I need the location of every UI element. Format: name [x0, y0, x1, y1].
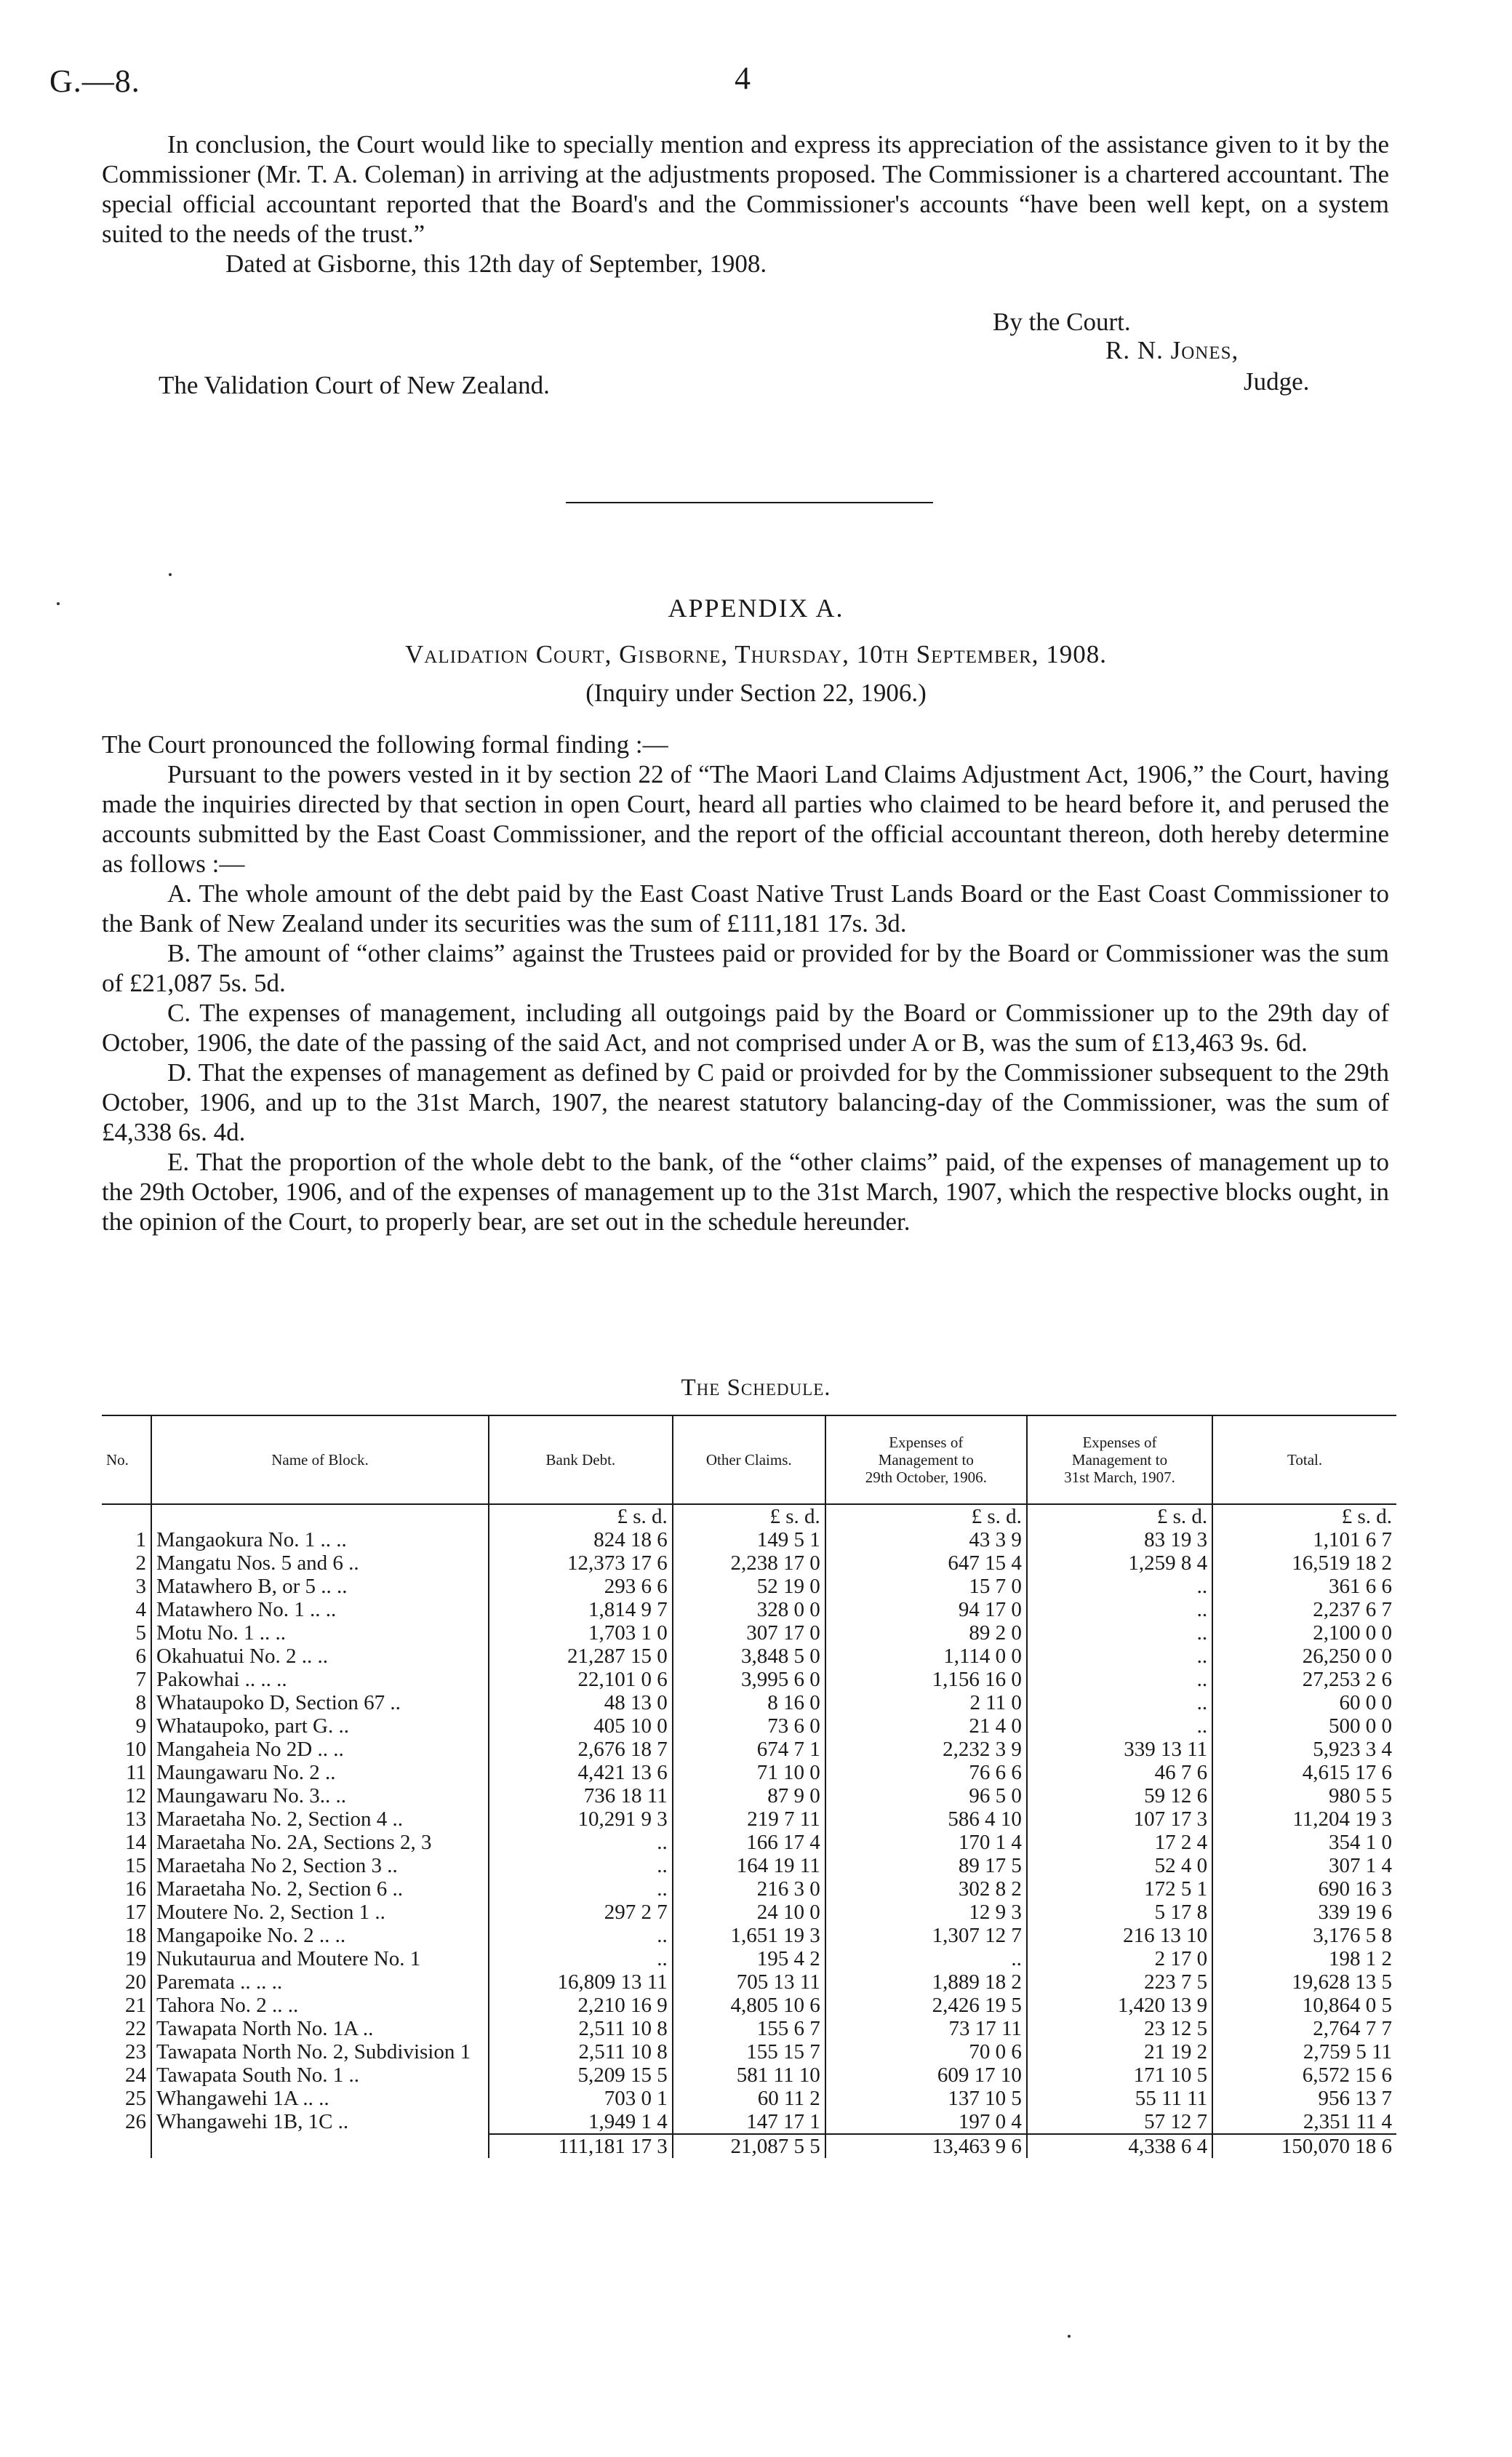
- expenses-mar-1907: 339 13 11: [1027, 1738, 1212, 1761]
- block-name: Matawhero B, or 5 .. ..: [151, 1575, 489, 1598]
- expenses-mar-1907: 52 4 0: [1027, 1854, 1212, 1877]
- finding-section: [102, 730, 1389, 1237]
- schedule-header-row: [102, 1415, 1396, 1504]
- row-no: 6: [135, 1645, 146, 1668]
- expenses-mar-1907: 172 5 1: [1027, 1877, 1212, 1901]
- row-total: 19,628 13 5: [1212, 1970, 1396, 1994]
- appendix-subtitle: Validation Court, Gisborne, Thursday, 10th September, 1908.: [404, 640, 1107, 668]
- row-no: 4: [135, 1598, 146, 1621]
- conclusion-section: [102, 129, 1389, 279]
- expenses-oct-1906: 73 17 11: [825, 2017, 1027, 2040]
- conclusion-paragraph: In conclusion, the Court would like to specially mention and express its appreciation of the assistance given to it by the Commissioner (Mr. T. A. Coleman) in arriving at the adjustments proposed. The Commissioner is a chartered accountant. The special official accountant reported that the Board's and the Commissioner's accounts “have been well kept, on a system suited to the needs of the trust.”: [102, 130, 1389, 248]
- expenses-mar-1907: 216 13 10: [1027, 1924, 1212, 1947]
- appendix-title: APPENDIX A.: [668, 594, 844, 623]
- expenses-mar-1907: 55 11 11: [1027, 2087, 1212, 2110]
- expenses-oct-1906: 586 4 10: [825, 1807, 1027, 1831]
- col-exp2-line2: Management to: [1071, 1451, 1168, 1469]
- other-claims: 52 19 0: [673, 1575, 825, 1598]
- expenses-mar-1907: ..: [1027, 1645, 1212, 1668]
- other-claims: 8 16 0: [673, 1691, 825, 1714]
- expenses-oct-1906: 609 17 10: [825, 2064, 1027, 2087]
- bank-debt: 12,373 17 6: [489, 1551, 673, 1575]
- expenses-oct-1906: 89 2 0: [825, 1621, 1027, 1645]
- total-exp1: 13,463 9 6: [825, 2134, 1027, 2158]
- expenses-oct-1906: 1,889 18 2: [825, 1970, 1027, 1994]
- row-no: 7: [135, 1668, 146, 1691]
- bank-debt: 21,287 15 0: [489, 1645, 673, 1668]
- row-no: 24: [125, 2064, 146, 2087]
- bank-debt: 824 18 6: [489, 1528, 673, 1551]
- schedule-table: [102, 1415, 1396, 2158]
- expenses-mar-1907: ..: [1027, 1621, 1212, 1645]
- table-row: [102, 1645, 1396, 1668]
- other-claims: 73 6 0: [673, 1714, 825, 1738]
- row-total: 2,351 11 4: [1212, 2110, 1396, 2134]
- other-claims: 219 7 11: [673, 1807, 825, 1831]
- col-exp2-header: [1027, 1415, 1212, 1504]
- expenses-oct-1906: 89 17 5: [825, 1854, 1027, 1877]
- col-exp1-line1: Expenses of: [889, 1434, 964, 1451]
- bank-debt: 10,291 9 3: [489, 1807, 673, 1831]
- expenses-mar-1907: 23 12 5: [1027, 2017, 1212, 2040]
- inquiry-line: (Inquiry under Section 22, 1906.): [585, 679, 927, 707]
- row-no: 11: [126, 1761, 146, 1784]
- page-number: 4: [735, 60, 751, 96]
- row-total: 60 0 0: [1212, 1691, 1396, 1714]
- clause-b: B. The amount of “other claims” against the Trustees paid or provided for by the Board or Commissioner was the sum of £21,087 5s. 5d.: [102, 939, 1389, 997]
- expenses-oct-1906: 1,114 0 0: [825, 1645, 1027, 1668]
- units-other: £ s. d.: [673, 1504, 825, 1528]
- row-no: 2: [135, 1551, 146, 1575]
- expenses-oct-1906: ..: [825, 1947, 1027, 1970]
- table-row: [102, 1668, 1396, 1691]
- row-no: 1: [135, 1528, 146, 1551]
- bank-debt: 2,676 18 7: [489, 1738, 673, 1761]
- expenses-oct-1906: 21 4 0: [825, 1714, 1027, 1738]
- signatory-name: R. N. Jones,: [1105, 336, 1239, 364]
- expenses-oct-1906: 76 6 6: [825, 1761, 1027, 1784]
- row-total: 6,572 15 6: [1212, 2064, 1396, 2087]
- block-name: Maraetaha No 2, Section 3 ..: [151, 1854, 489, 1877]
- table-row: [102, 2064, 1396, 2087]
- bank-debt: ..: [489, 1947, 673, 1970]
- expenses-oct-1906: 70 0 6: [825, 2040, 1027, 2064]
- row-no: 18: [125, 1924, 146, 1947]
- expenses-oct-1906: 137 10 5: [825, 2087, 1027, 2110]
- expenses-oct-1906: 2,426 19 5: [825, 1994, 1027, 2017]
- other-claims: 581 11 10: [673, 2064, 825, 2087]
- bank-debt: 5,209 15 5: [489, 2064, 673, 2087]
- other-claims: 3,848 5 0: [673, 1645, 825, 1668]
- bank-debt: 297 2 7: [489, 1901, 673, 1924]
- other-claims: 87 9 0: [673, 1784, 825, 1807]
- signatory-role: Judge.: [1244, 367, 1310, 396]
- row-total: 690 16 3: [1212, 1877, 1396, 1901]
- total-bank: 111,181 17 3: [489, 2134, 673, 2158]
- table-row: [102, 2040, 1396, 2064]
- by-the-court: By the Court.: [993, 308, 1131, 336]
- block-name: Mangapoike No. 2 .. ..: [151, 1924, 489, 1947]
- block-name: Maraetaha No. 2A, Sections 2, 3: [151, 1831, 489, 1854]
- col-total-header: Total.: [1212, 1415, 1396, 1504]
- row-no: 8: [135, 1691, 146, 1714]
- row-total: 500 0 0: [1212, 1714, 1396, 1738]
- expenses-oct-1906: 302 8 2: [825, 1877, 1027, 1901]
- row-total: 354 1 0: [1212, 1831, 1396, 1854]
- table-row: [102, 1575, 1396, 1598]
- block-name: Nukutaurua and Moutere No. 1: [151, 1947, 489, 1970]
- bank-debt: ..: [489, 1854, 673, 1877]
- table-row: [102, 1714, 1396, 1738]
- section-divider: [566, 502, 933, 503]
- row-no: 3: [135, 1575, 146, 1598]
- expenses-oct-1906: 96 5 0: [825, 1784, 1027, 1807]
- block-name: Mangaokura No. 1 .. ..: [151, 1528, 489, 1551]
- other-claims: 674 7 1: [673, 1738, 825, 1761]
- bank-debt: 2,210 16 9: [489, 1994, 673, 2017]
- expenses-mar-1907: 5 17 8: [1027, 1901, 1212, 1924]
- other-claims: 4,805 10 6: [673, 1994, 825, 2017]
- row-total: 956 13 7: [1212, 2087, 1396, 2110]
- row-no: 26: [125, 2110, 146, 2133]
- print-speck: [57, 602, 60, 605]
- bank-debt: 48 13 0: [489, 1691, 673, 1714]
- row-total: 307 1 4: [1212, 1854, 1396, 1877]
- bank-debt: 1,703 1 0: [489, 1621, 673, 1645]
- block-name: Whangawehi 1A .. ..: [151, 2087, 489, 2110]
- expenses-mar-1907: ..: [1027, 1668, 1212, 1691]
- block-name: Tahora No. 2 .. ..: [151, 1994, 489, 2017]
- other-claims: 149 5 1: [673, 1528, 825, 1551]
- row-total: 361 6 6: [1212, 1575, 1396, 1598]
- row-total: 980 5 5: [1212, 1784, 1396, 1807]
- row-no: 21: [125, 1994, 146, 2017]
- expenses-oct-1906: 197 0 4: [825, 2110, 1027, 2134]
- total-other: 21,087 5 5: [673, 2134, 825, 2158]
- col-exp2-line3: 31st March, 1907.: [1064, 1469, 1175, 1486]
- units-exp2: £ s. d.: [1027, 1504, 1212, 1528]
- clause-c: C. The expenses of management, including all outgoings paid by the Board or Commissioner up to the 29th day of October, 1906, the date of the passing of the said Act, and not comprised under A or B, was the sum of £13,463 9s. 6d.: [102, 999, 1389, 1057]
- row-total: 26,250 0 0: [1212, 1645, 1396, 1668]
- row-total: 2,764 7 7: [1212, 2017, 1396, 2040]
- expenses-oct-1906: 94 17 0: [825, 1598, 1027, 1621]
- other-claims: 216 3 0: [673, 1877, 825, 1901]
- row-total: 339 19 6: [1212, 1901, 1396, 1924]
- expenses-mar-1907: 1,420 13 9: [1027, 1994, 1212, 2017]
- table-row: [102, 1528, 1396, 1551]
- table-row: [102, 1551, 1396, 1575]
- row-total: 2,100 0 0: [1212, 1621, 1396, 1645]
- row-no: 20: [125, 1970, 146, 1994]
- bank-debt: 22,101 0 6: [489, 1668, 673, 1691]
- block-name: Maraetaha No. 2, Section 4 ..: [151, 1807, 489, 1831]
- other-claims: 155 6 7: [673, 2017, 825, 2040]
- expenses-mar-1907: 107 17 3: [1027, 1807, 1212, 1831]
- other-claims: 71 10 0: [673, 1761, 825, 1784]
- expenses-mar-1907: 57 12 7: [1027, 2110, 1212, 2134]
- row-total: 11,204 19 3: [1212, 1807, 1396, 1831]
- block-name: Tawapata North No. 2, Subdivision 1: [151, 2040, 489, 2064]
- expenses-mar-1907: 2 17 0: [1027, 1947, 1212, 1970]
- bank-debt: ..: [489, 1924, 673, 1947]
- expenses-mar-1907: ..: [1027, 1691, 1212, 1714]
- col-exp1-line2: Management to: [878, 1451, 974, 1469]
- bank-debt: 736 18 11: [489, 1784, 673, 1807]
- bank-debt: 4,421 13 6: [489, 1761, 673, 1784]
- row-no: 9: [135, 1714, 146, 1738]
- court-name: The Validation Court of New Zealand.: [159, 371, 550, 399]
- block-name: Pakowhai .. .. ..: [151, 1668, 489, 1691]
- table-row: [102, 1598, 1396, 1621]
- row-no: 16: [125, 1877, 146, 1901]
- bank-debt: 405 10 0: [489, 1714, 673, 1738]
- other-claims: 60 11 2: [673, 2087, 825, 2110]
- bank-debt: 2,511 10 8: [489, 2040, 673, 2064]
- row-total: 16,519 18 2: [1212, 1551, 1396, 1575]
- block-name: Tawapata South No. 1 ..: [151, 2064, 489, 2087]
- block-name: Motu No. 1 .. ..: [151, 1621, 489, 1645]
- block-name: Whataupoko D, Section 67 ..: [151, 1691, 489, 1714]
- other-claims: 147 17 1: [673, 2110, 825, 2134]
- row-total: 198 1 2: [1212, 1947, 1396, 1970]
- print-speck: [169, 573, 172, 576]
- table-row: [102, 1831, 1396, 1854]
- expenses-oct-1906: 2,232 3 9: [825, 1738, 1027, 1761]
- block-name: Mangaheia No 2D .. ..: [151, 1738, 489, 1761]
- expenses-oct-1906: 170 1 4: [825, 1831, 1027, 1854]
- row-no: 19: [125, 1947, 146, 1970]
- table-row: [102, 2110, 1396, 2134]
- clause-a: A. The whole amount of the debt paid by the East Coast Native Trust Lands Board or the East Coast Commissioner to the Bank of New Zealand under its securities was the sum of £111,181 17s. 3d.: [102, 879, 1389, 938]
- clause-e: E. That the proportion of the whole debt to the bank, of the “other claims” paid, of the expenses of management up to the 29th October, 1906, and of the expenses of management up to the 31st March, 1907, which the respective blocks ought, in the opinion of the Court, to properly bear, are set out in the schedule hereunder.: [102, 1148, 1389, 1236]
- row-total: 27,253 2 6: [1212, 1668, 1396, 1691]
- row-no: 12: [125, 1784, 146, 1807]
- units-exp1: £ s. d.: [825, 1504, 1027, 1528]
- table-row: [102, 1947, 1396, 1970]
- other-claims: 24 10 0: [673, 1901, 825, 1924]
- row-total: 2,759 5 11: [1212, 2040, 1396, 2064]
- row-no: 17: [125, 1901, 146, 1924]
- table-row: [102, 1691, 1396, 1714]
- table-row: [102, 2087, 1396, 2110]
- row-total: 3,176 5 8: [1212, 1924, 1396, 1947]
- table-row: [102, 2017, 1396, 2040]
- table-row: [102, 1970, 1396, 1994]
- col-name-header: Name of Block.: [151, 1415, 489, 1504]
- table-row: [102, 1877, 1396, 1901]
- expenses-oct-1906: 1,156 16 0: [825, 1668, 1027, 1691]
- col-bank-header: Bank Debt.: [489, 1415, 673, 1504]
- table-row: [102, 1807, 1396, 1831]
- expenses-mar-1907: 171 10 5: [1027, 2064, 1212, 2087]
- expenses-mar-1907: 1,259 8 4: [1027, 1551, 1212, 1575]
- expenses-mar-1907: ..: [1027, 1598, 1212, 1621]
- totals-row: [102, 2134, 1396, 2158]
- col-exp1-line3: 29th October, 1906.: [865, 1469, 987, 1486]
- print-speck: [1068, 2335, 1071, 2338]
- row-total: 10,864 0 5: [1212, 1994, 1396, 2017]
- expenses-mar-1907: 46 7 6: [1027, 1761, 1212, 1784]
- bank-debt: ..: [489, 1877, 673, 1901]
- row-total: 4,615 17 6: [1212, 1761, 1396, 1784]
- expenses-oct-1906: 647 15 4: [825, 1551, 1027, 1575]
- expenses-oct-1906: 15 7 0: [825, 1575, 1027, 1598]
- other-claims: 155 15 7: [673, 2040, 825, 2064]
- col-exp1-header: [825, 1415, 1027, 1504]
- row-total: 5,923 3 4: [1212, 1738, 1396, 1761]
- finding-opening: The Court pronounced the following formal finding :—: [102, 730, 668, 759]
- row-no: 13: [125, 1807, 146, 1831]
- units-total: £ s. d.: [1212, 1504, 1396, 1528]
- bank-debt: 293 6 6: [489, 1575, 673, 1598]
- row-no: 22: [125, 2017, 146, 2040]
- table-row: [102, 1924, 1396, 1947]
- row-no: 10: [125, 1738, 146, 1761]
- table-row: [102, 1901, 1396, 1924]
- other-claims: 328 0 0: [673, 1598, 825, 1621]
- total-total: 150,070 18 6: [1212, 2134, 1396, 2158]
- block-name: Paremata .. .. ..: [151, 1970, 489, 1994]
- expenses-mar-1907: 17 2 4: [1027, 1831, 1212, 1854]
- col-exp2-line1: Expenses of: [1082, 1434, 1157, 1451]
- expenses-mar-1907: ..: [1027, 1714, 1212, 1738]
- finding-pursuant: Pursuant to the powers vested in it by section 22 of “The Maori Land Claims Adjustment Act, 1906,” the Court, having made the inquiries directed by that section in open Court, heard all parties who claimed to be heard before it, and perused the accounts submitted by the East Coast Commissioner, and the report of the official accountant thereon, doth hereby determine as follows :—: [102, 760, 1389, 878]
- col-other-header: Other Claims.: [673, 1415, 825, 1504]
- other-claims: 195 4 2: [673, 1947, 825, 1970]
- expenses-oct-1906: 12 9 3: [825, 1901, 1027, 1924]
- other-claims: 705 13 11: [673, 1970, 825, 1994]
- table-row: [102, 1738, 1396, 1761]
- block-name: Maungawaru No. 3.. ..: [151, 1784, 489, 1807]
- units-row: [102, 1504, 1396, 1528]
- other-claims: 3,995 6 0: [673, 1668, 825, 1691]
- block-name: Whataupoko, part G. ..: [151, 1714, 489, 1738]
- expenses-mar-1907: 83 19 3: [1027, 1528, 1212, 1551]
- row-no: 25: [125, 2087, 146, 2110]
- bank-debt: 16,809 13 11: [489, 1970, 673, 1994]
- expenses-mar-1907: 21 19 2: [1027, 2040, 1212, 2064]
- bank-debt: 703 0 1: [489, 2087, 673, 2110]
- other-claims: 1,651 19 3: [673, 1924, 825, 1947]
- table-row: [102, 1761, 1396, 1784]
- block-name: Okahuatui No. 2 .. ..: [151, 1645, 489, 1668]
- table-row: [102, 1994, 1396, 2017]
- table-row: [102, 1621, 1396, 1645]
- dated-line: Dated at Gisborne, this 12th day of September, 1908.: [225, 249, 767, 278]
- expenses-oct-1906: 43 3 9: [825, 1528, 1027, 1551]
- bank-debt: 1,814 9 7: [489, 1598, 673, 1621]
- expenses-oct-1906: 2 11 0: [825, 1691, 1027, 1714]
- expenses-mar-1907: ..: [1027, 1575, 1212, 1598]
- expenses-mar-1907: 59 12 6: [1027, 1784, 1212, 1807]
- col-no-header: No.: [102, 1415, 151, 1504]
- block-name: Matawhero No. 1 .. ..: [151, 1598, 489, 1621]
- expenses-mar-1907: 223 7 5: [1027, 1970, 1212, 1994]
- row-total: 1,101 6 7: [1212, 1528, 1396, 1551]
- bank-debt: 1,949 1 4: [489, 2110, 673, 2134]
- schedule-body: [102, 1504, 1396, 2134]
- block-name: Moutere No. 2, Section 1 ..: [151, 1901, 489, 1924]
- block-name: Maraetaha No. 2, Section 6 ..: [151, 1877, 489, 1901]
- document-reference: G.—8.: [49, 63, 140, 99]
- row-no: 14: [125, 1831, 146, 1854]
- bank-debt: ..: [489, 1831, 673, 1854]
- expenses-oct-1906: 1,307 12 7: [825, 1924, 1027, 1947]
- bank-debt: 2,511 10 8: [489, 2017, 673, 2040]
- total-exp2: 4,338 6 4: [1027, 2134, 1212, 2158]
- schedule-title: The Schedule.: [681, 1375, 831, 1401]
- block-name: Maungawaru No. 2 ..: [151, 1761, 489, 1784]
- other-claims: 2,238 17 0: [673, 1551, 825, 1575]
- row-no: 15: [125, 1854, 146, 1877]
- units-bank: £ s. d.: [489, 1504, 673, 1528]
- other-claims: 307 17 0: [673, 1621, 825, 1645]
- block-name: Whangawehi 1B, 1C ..: [151, 2110, 489, 2134]
- row-no: 23: [125, 2040, 146, 2064]
- table-row: [102, 1784, 1396, 1807]
- row-no: 5: [135, 1621, 146, 1645]
- table-row: [102, 1854, 1396, 1877]
- other-claims: 166 17 4: [673, 1831, 825, 1854]
- other-claims: 164 19 11: [673, 1854, 825, 1877]
- block-name: Mangatu Nos. 5 and 6 ..: [151, 1551, 489, 1575]
- block-name: Tawapata North No. 1A ..: [151, 2017, 489, 2040]
- clause-d: D. That the expenses of management as defined by C paid or proivded for by the Commissioner subsequent to the 29th October, 1906, and up to the 31st March, 1907, the nearest statutory balancing-day of the Commissioner, was the sum of £4,338 6s. 4d.: [102, 1058, 1389, 1146]
- row-total: 2,237 6 7: [1212, 1598, 1396, 1621]
